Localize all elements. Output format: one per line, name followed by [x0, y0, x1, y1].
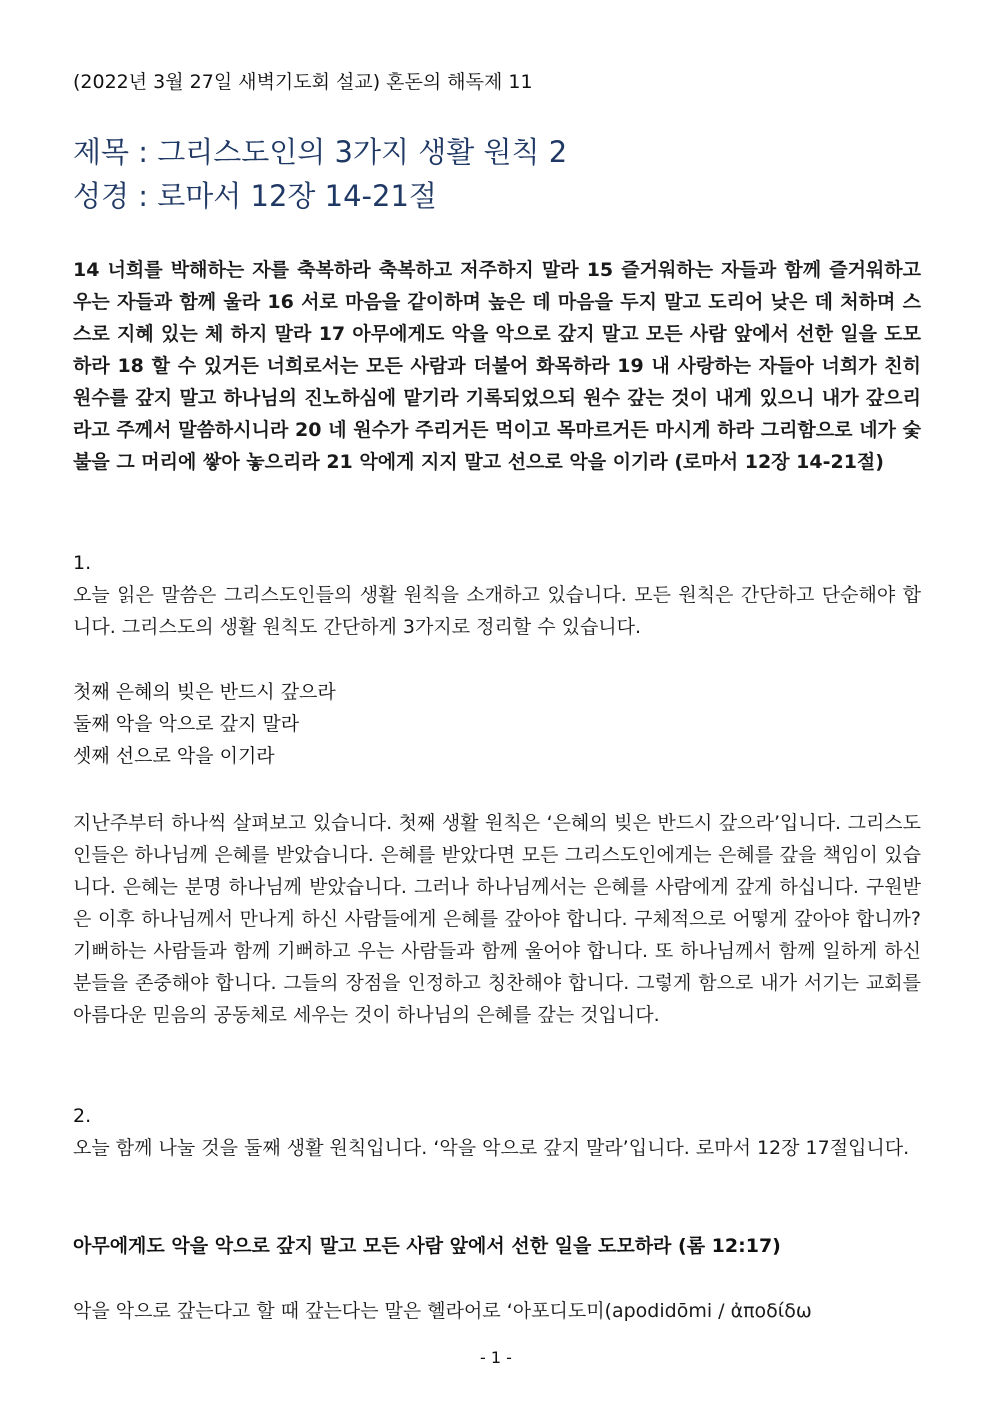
- section2-intro: 오늘 함께 나눌 것을 둘째 생활 원칙입니다. ‘악을 악으로 갚지 말라’입니다. 로마서 12장 17절입니다.: [73, 1137, 910, 1159]
- scripture-passage: 14 너희를 박해하는 자를 축복하라 축복하고 저주하지 말라 15 즐거워하는 자들과 함께 즐거워하고 우는 자들과 함께 울라 16 서로 마음을 같이하며 높은 데 마음을 두지 말고 도리어 낮은 데 처하며 스스로 지혜 있는 체 하지 말라 17 아무에게도 악을 악으로 갚지 말고 모든 사람 앞에서 선한 일을 도모하라 18 할 수 있거든 너희로서는 모든 사람과 더불어 화목하라 19 내 사랑하는 자들아 너희가 친히 원수를 갚지 말고 하나님의 진노하심에 맡기라 기록되었으되 원수 갚는 것이 내게 있으니 내가 갚으리라고 주께서 말씀하시니라 20 네 원수가 주리거든 먹이고 목마르거든 마시게 하라 그리함으로 네가 숯불을 그 머리에 쌓아 놓으리라 21 악에게 지지 말고 선으로 악을 이기라 (로마서 12장 14-21절): [73, 259, 921, 473]
- scripture-reference: 성경 : 로마서 12장 14-21절: [73, 179, 437, 213]
- key-verse-quote: 아무에게도 악을 악으로 갚지 말고 모든 사람 앞에서 선한 일을 도모하라 (롬 12:17): [73, 1235, 781, 1257]
- principle-item: 첫째 은혜의 빚은 반드시 갚으라: [73, 681, 336, 703]
- page-number: - 1 -: [480, 1348, 512, 1367]
- section1-body: 지난주부터 하나씩 살펴보고 있습니다. 첫째 생활 원칙은 ‘은혜의 빚은 반드시 갚으라’입니다. 그리스도인들은 하나님께 은혜를 받았습니다. 은혜를 받았다면 모든 그리스도인에게는 은혜를 갚을 책임이 있습니다. 은혜는 분명 하나님께 받았습니다. 그러나 하나님께서는 은혜를 사람에게 갚게 하십니다. 구원받은 이후 하나님께서 만나게 하신 사람들에게 은혜를 갚아야 합니다. 구체적으로 어떻게 갚아야 합니까? 기뻐하는 사람들과 함께 기뻐하고 우는 사람들과 함께 울어야 합니다. 또 하나님께서 함께 일하게 하신 분들을 존중해야 합니다. 그들의 장점을 인정하고 칭찬해야 합니다. 그렇게 함으로 내가 서기는 교회를 아름다운 믿음의 공동체로 세우는 것이 하나님의 은혜를 갚는 것입니다.: [73, 812, 921, 1026]
- section-number-2: 2.: [73, 1105, 92, 1127]
- section1-intro: 오늘 읽은 말씀은 그리스도인들의 생활 원칙을 소개하고 있습니다. 모든 원칙은 간단하고 단순해야 합니다. 그리스도의 생활 원칙도 간단하게 3가지로 정리할 수 있습니다.: [73, 584, 921, 638]
- principle-item: 둘째 악을 악으로 갚지 말라: [73, 713, 300, 735]
- principle-item: 셋째 선으로 악을 이기라: [73, 745, 275, 767]
- section-number-1: 1.: [73, 552, 92, 574]
- section2-body: 악을 악으로 갚는다고 할 때 갚는다는 말은 헬라어로 ‘아포디도미(apodidōmi / ἀποδίδω: [73, 1300, 812, 1322]
- sermon-header: (2022년 3월 27일 새벽기도회 설교) 혼돈의 해독제 11: [73, 71, 533, 93]
- sermon-title: 제목 : 그리스도인의 3가지 생활 원칙 2: [73, 135, 568, 169]
